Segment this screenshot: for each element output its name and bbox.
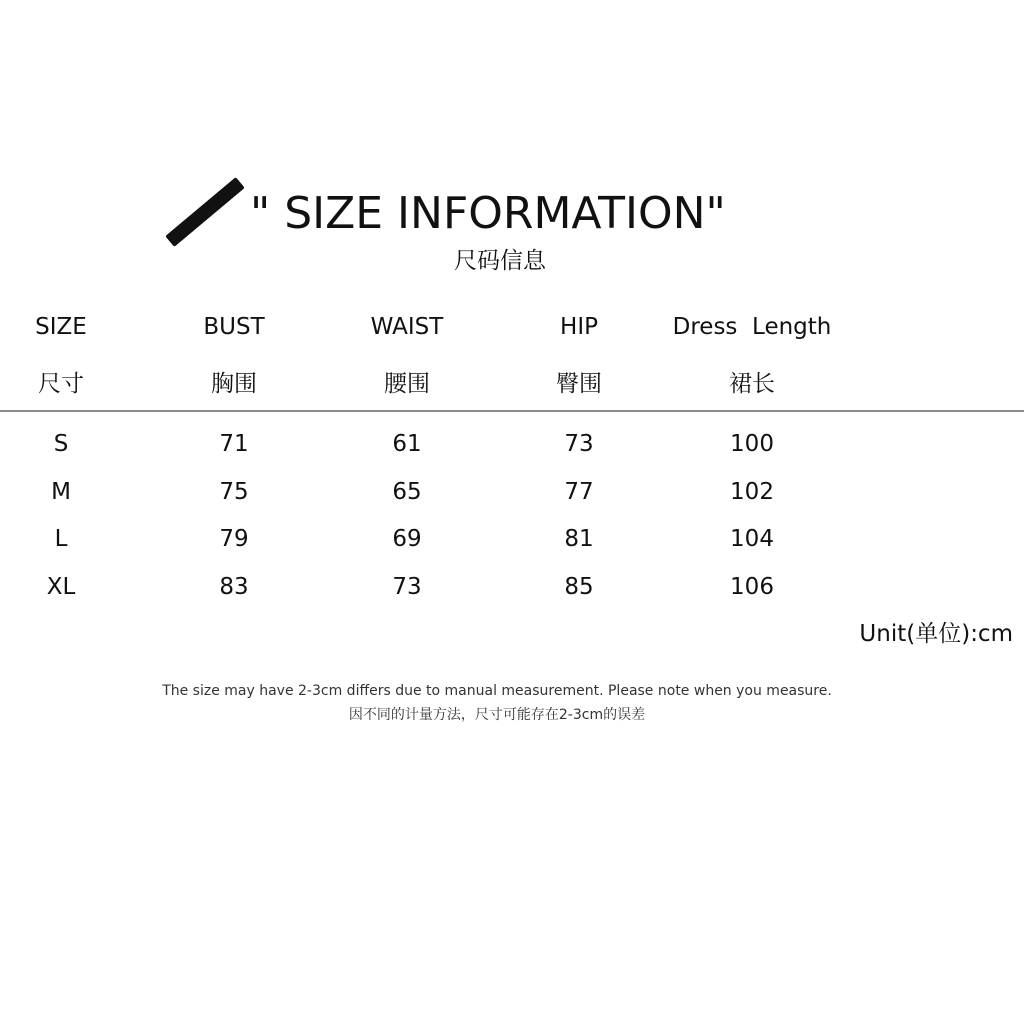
page-title: " SIZE INFORMATION" (250, 188, 726, 239)
column-header-hip-zh: 臀围 (556, 371, 602, 397)
table-cell-length: 100 (730, 431, 774, 457)
table-cell-length: 104 (730, 526, 774, 552)
decorative-slash-icon (165, 177, 244, 247)
table-cell-size: M (51, 479, 71, 505)
table-cell-waist: 61 (392, 431, 422, 457)
table-cell-waist: 69 (392, 526, 422, 552)
table-cell-bust: 75 (219, 479, 249, 505)
unit-label: Unit(单位):cm (859, 621, 1013, 647)
table-cell-hip: 85 (564, 574, 594, 600)
table-cell-size: L (54, 526, 68, 552)
table-cell-hip: 77 (564, 479, 594, 505)
column-header-size: SIZE (35, 314, 87, 340)
measurement-note-zh: 因不同的计量方法，尺寸可能存在2-3cm的误差 (348, 707, 646, 723)
measurement-note-en: The size may have 2-3cm differs due to manual measurement. Please note when you measure. (162, 683, 832, 699)
column-header-hip: HIP (560, 314, 598, 340)
header-divider (0, 410, 1024, 412)
table-cell-waist: 65 (392, 479, 422, 505)
column-header-dress-length-zh: 裙长 (729, 371, 775, 397)
table-cell-hip: 81 (564, 526, 594, 552)
table-cell-bust: 79 (219, 526, 249, 552)
column-header-waist-zh: 腰围 (384, 371, 430, 397)
table-cell-size: S (53, 431, 69, 457)
table-cell-hip: 73 (564, 431, 594, 457)
column-header-bust: BUST (203, 314, 265, 340)
column-header-bust-zh: 胸围 (211, 371, 257, 397)
table-cell-length: 102 (730, 479, 774, 505)
column-header-size-zh: 尺寸 (38, 371, 84, 397)
table-cell-length: 106 (730, 574, 774, 600)
table-cell-size: XL (46, 574, 76, 600)
table-cell-waist: 73 (392, 574, 422, 600)
column-header-dress-length: Dress Length (672, 314, 832, 340)
table-cell-bust: 83 (219, 574, 249, 600)
column-header-waist: WAIST (370, 314, 444, 340)
page-subtitle: 尺码信息 (454, 248, 546, 274)
table-cell-bust: 71 (219, 431, 249, 457)
